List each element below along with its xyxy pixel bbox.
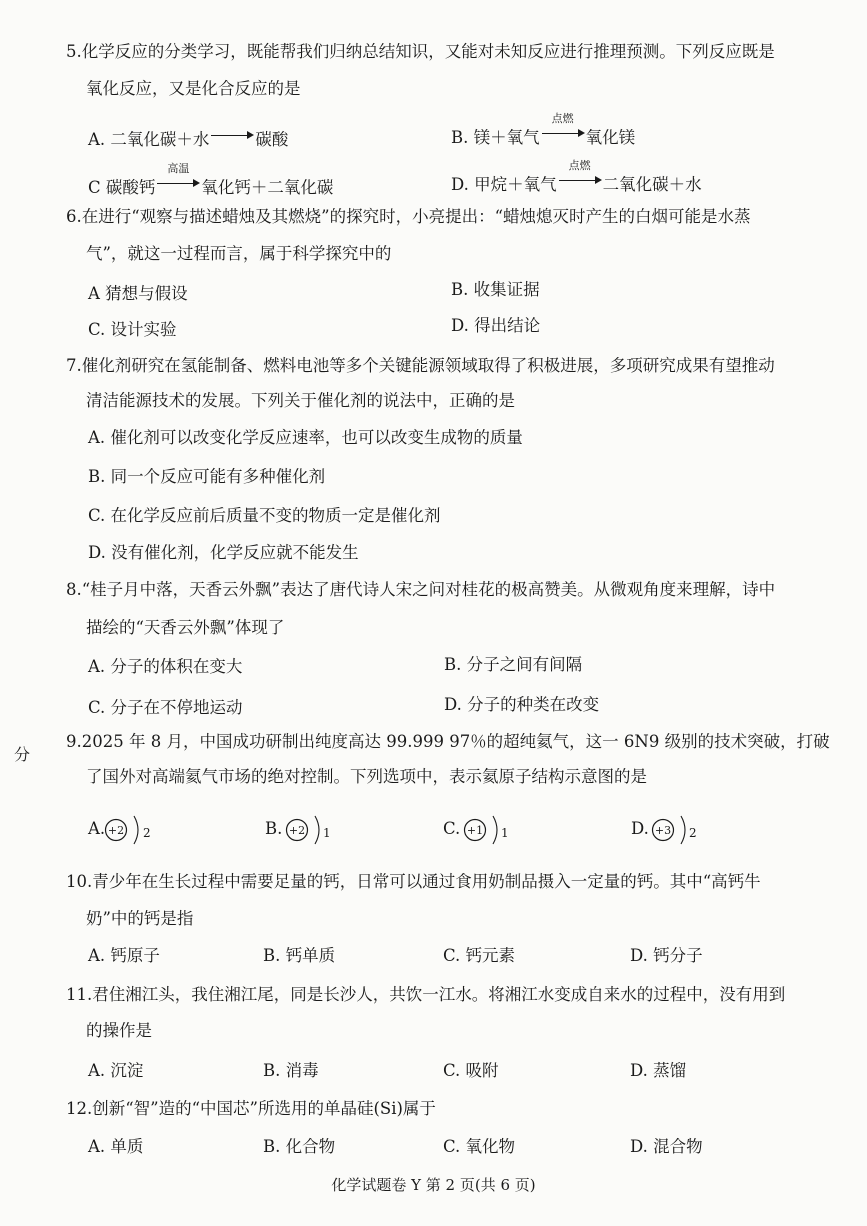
q10-option-b: B. 钙单质 [263, 946, 336, 965]
q7-stem-line1: 7.催化剂研究在氢能制备、燃料电池等多个关键能源领域取得了积极进展，多项研究成果有望推动 [66, 356, 775, 375]
atom-diagram [461, 815, 521, 847]
q11-option-a: A. 沉淀 [88, 1061, 144, 1080]
q10-stem-line2: 奶”中的钙是指 [86, 909, 194, 928]
nucleus-charge: +2 [288, 824, 306, 837]
q11-option-b: B. 消毒 [263, 1061, 319, 1080]
q7-option-b: B. 同一个反应可能有多种催化剂 [88, 467, 326, 486]
q6-option-c: C. 设计实验 [88, 320, 177, 339]
q12-option-b: B. 化合物 [263, 1137, 336, 1156]
q7-option-c: C. 在化学反应前后质量不变的物质一定是催化剂 [88, 506, 441, 525]
q8-stem-line2: 描绘的“天香云外飘”体现了 [86, 618, 285, 637]
q12-option-a: A. 单质 [88, 1137, 144, 1156]
nucleus-charge: +1 [466, 824, 484, 837]
q9-stem-line2: 了国外对高端氦气市场的绝对控制。下列选项中，表示氦原子结构示意图的是 [86, 767, 647, 786]
atom-diagram [102, 815, 162, 847]
q11-stem-line2: 的操作是 [86, 1021, 152, 1040]
reaction-arrow: 点燃 [557, 168, 603, 190]
q8-stem-line1: 8.“桂子月中落，天香云外飘”表达了唐代诗人宋之问对桂花的极高赞美。从微观角度来理解，诗中 [66, 580, 776, 599]
q8-option-a: A. 分子的体积在变大 [88, 657, 243, 676]
q5-stem-line1: 5.化学反应的分类学习，既能帮我们归纳总结知识，又能对未知反应进行推理预测。下列反应既是 [66, 42, 775, 61]
q10-stem-line1: 10.青少年在生长过程中需要足量的钙，日常可以通过食用奶制品摄入一定量的钙。其中“高钙牛 [66, 872, 761, 891]
q6-option-d: D. 得出结论 [451, 316, 541, 335]
q12-stem-line1: 12.创新“智”造的“中国芯”所选用的单晶硅(Si)属于 [66, 1099, 436, 1118]
q10-option-d: D. 钙分子 [630, 946, 703, 965]
q8-option-d: D. 分子的种类在改变 [444, 695, 600, 714]
exam-page: 5.化学反应的分类学习，既能帮我们归纳总结知识，又能对未知反应进行推理预测。下列反应既是 氧化反应，又是化合反应的是 A. 二氧化碳＋水 碳酸 B. 镁＋氧气 点燃 氧化镁 C 碳酸钙 高温 氧化钙＋二氧化碳 D. 甲烷＋氧气 点燃 二氧化碳＋水 6.在进行“观察与描述蜡烛及其燃烧”的探究时，小亮提出：“蜡烛熄灭时产生的白烟可能是水蒸 气”，就这一过程而言，属于科学探究中的 A 猜想与假设 B. 收集证据 C. 设计实验 D. 得出结论 7.催化剂研究在氢能制备、燃料电池等多个关键能源领域取得了积极进展，多项研究成果有望推动 清洁能源技术的发展。下列关于催化剂的说法中，正确的是 A. 催化剂可以改变化学反应速率，也可以改变生成物的质量 B. 同一个反应可能有多种催化剂 C. 在化学反应前后质量不变的物质一定是催化剂 D. 没有催化剂，化学反应就不能发生 8.“桂子月中落，天香云外飘”表达了唐代诗人宋之问对桂花的极高赞美。从微观角度来理解，诗中 描绘的“天香云外飘”体现了 A. 分子的体积在变大 B. 分子之间有间隔 C. 分子在不停地运动 D. 分子的种类在改变 分 9.2025 年 8 月，中国成功研制出纯度高达 99.999 97％的超纯氦气，这一 6N9 级别的技术突破，打破 了国外对高端氦气市场的绝对控制。下列选项中，表示氦原子结构示意图的是 A. +2 2 B. +2 1 C. +1 1 D. +3 2 10.青少年在生长过程中需要足量的钙，日常可以通过食用奶制品摄入一定量的钙。其中“高钙牛 奶”中的钙是指 A. 钙原子 B. 钙单质 C. 钙元素 D. 钙分子 11.君住湘江头，我住湘江尾，同是长沙人，共饮一江水。将湘江水变成自来水的过程中，没有用到 的操作是 A. 沉淀 B. 消毒 C. 吸附 D. 蒸馏 12.创新“智”造的“中国芯”所选用的单晶硅(Si)属于 A. 单质 B. 化合物 C. 氧化物 D. 混合物 化学试题卷 Y 第 2 页(共 6 页) [0, 0, 867, 1226]
q6-stem-line1: 6.在进行“观察与描述蜡烛及其燃烧”的探究时，小亮提出：“蜡烛熄灭时产生的白烟可能是水蒸 [66, 207, 751, 226]
q10-option-c: C. 钙元素 [443, 946, 516, 965]
q12-option-c: C. 氧化物 [443, 1137, 516, 1156]
q6-option-a: A 猜想与假设 [88, 284, 188, 303]
q6-option-b: B. 收集证据 [451, 280, 540, 299]
electron-count: 1 [323, 826, 331, 840]
reaction-arrow [209, 123, 255, 145]
q11-stem-line1: 11.君住湘江头，我住湘江尾，同是长沙人，共饮一江水。将湘江水变成自来水的过程中，没有用到 [66, 985, 786, 1004]
margin-mark: 分 [14, 745, 31, 764]
reaction-arrow: 高温 [155, 171, 201, 193]
q12-option-d: D. 混合物 [630, 1137, 703, 1156]
electron-count: 2 [143, 826, 151, 840]
q11-option-d: D. 蒸馏 [630, 1061, 687, 1080]
q7-option-a: A. 催化剂可以改变化学反应速率，也可以改变生成物的质量 [88, 428, 523, 447]
reaction-arrow: 点燃 [540, 121, 586, 143]
q5-stem-line2: 氧化反应，又是化合反应的是 [86, 79, 301, 98]
q5-option-c: C 碳酸钙 高温 氧化钙＋二氧化碳 [88, 162, 334, 197]
q9-stem-line1: 9.2025 年 8 月，中国成功研制出纯度高达 99.999 97％的超纯氦气，这一 6N9 级别的技术突破，打破 [66, 732, 830, 751]
q8-option-c: C. 分子在不停地运动 [88, 698, 243, 717]
q10-option-a: A. 钙原子 [88, 946, 160, 965]
q11-option-c: C. 吸附 [443, 1061, 499, 1080]
atom-diagram [283, 815, 343, 847]
atom-diagram [649, 815, 709, 847]
q5-option-a: A. 二氧化碳＋水 碳酸 [88, 123, 288, 151]
q8-option-b: B. 分子之间有间隔 [444, 655, 583, 674]
q5-option-b: B. 镁＋氧气 点燃 氧化镁 [451, 112, 636, 147]
electron-count: 2 [689, 826, 697, 840]
page-footer: 化学试题卷 Y 第 2 页(共 6 页) [331, 1176, 536, 1194]
q6-stem-line2: 气”，就这一过程而言，属于科学探究中的 [86, 244, 392, 263]
nucleus-charge: +3 [654, 824, 672, 837]
q7-stem-line2: 清洁能源技术的发展。下列关于催化剂的说法中，正确的是 [86, 391, 515, 410]
electron-count: 1 [501, 826, 509, 840]
q7-option-d: D. 没有催化剂，化学反应就不能发生 [88, 543, 359, 562]
q5-option-d: D. 甲烷＋氧气 点燃 二氧化碳＋水 [451, 159, 702, 194]
nucleus-charge: +2 [107, 824, 125, 837]
